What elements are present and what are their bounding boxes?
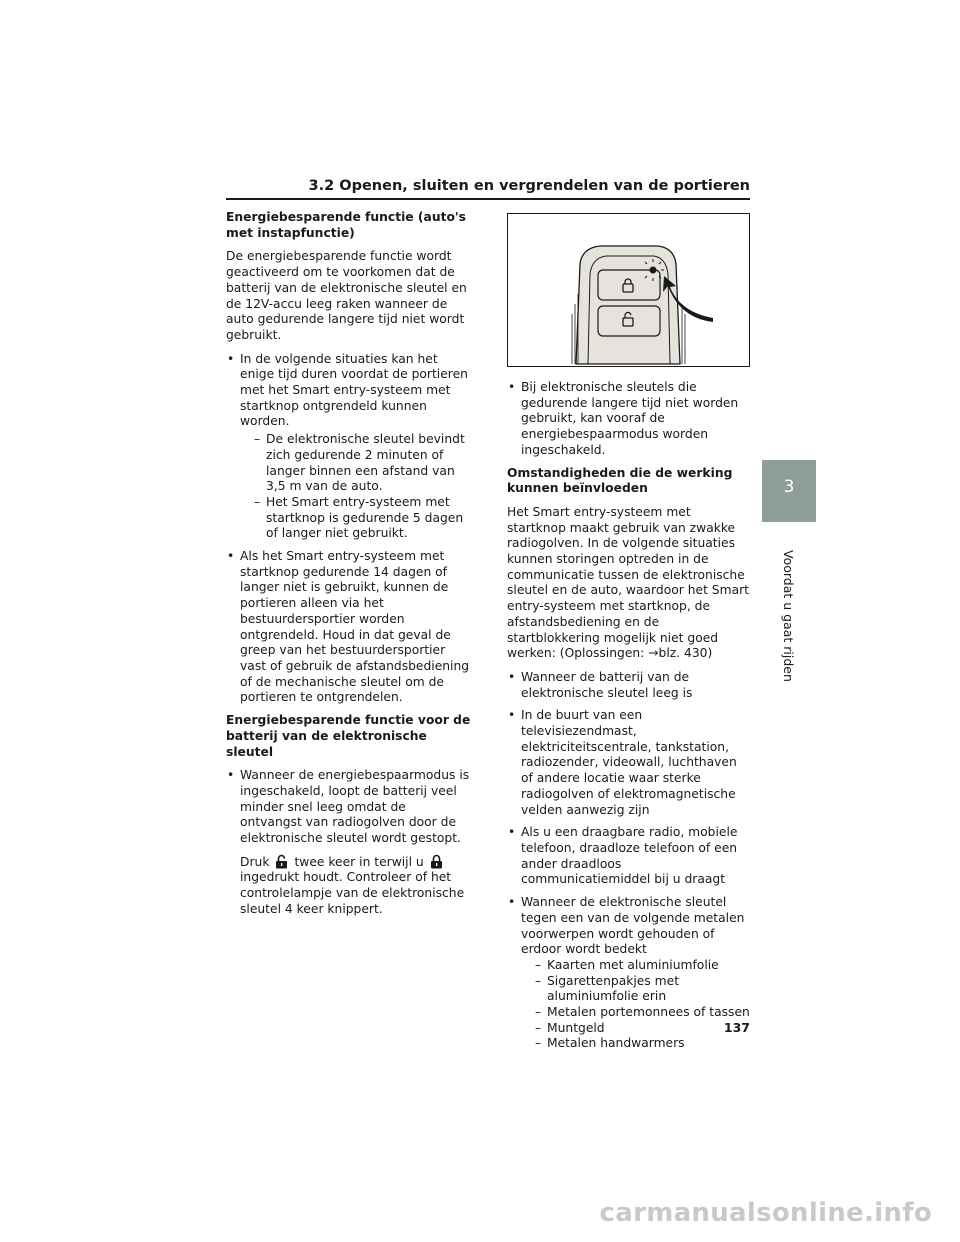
list-item-text: Wanneer de elektronische sleutel tegen een van de volgende metalen voorwerpen wordt gehouden of erdoor wordt bedekt bbox=[521, 895, 745, 957]
section-header: 3.2 Openen, sluiten en vergrendelen van de portieren bbox=[308, 178, 750, 194]
lock-icon bbox=[430, 854, 443, 869]
press-text-c: ingedrukt houdt. Controleer of het controlelampje van de elektronische sleutel 4 keer knippert. bbox=[240, 870, 465, 916]
list-item-text: In de volgende situaties kan het enige tijd duren voordat de portieren met het Smart entry-systeem met startknop ontgrendeld kunnen worden. bbox=[240, 351, 468, 429]
sub-list bbox=[521, 958, 752, 1052]
sub-list-item: – Metalen handwarmers bbox=[521, 1036, 752, 1052]
header-rule bbox=[226, 198, 750, 200]
press-text-b: twee keer in terwijl u bbox=[294, 854, 424, 869]
sub-list bbox=[240, 432, 471, 542]
key-fob-illustration bbox=[507, 213, 750, 367]
list-item: • In de buurt van een televisiezendmast, elektriciteitscentrale, tankstation, radiozender, videowall, luchthaven of andere locatie waar sterke radiogolven of elektromagnetische velden aanwezig zijn bbox=[507, 708, 752, 818]
unlock-icon bbox=[275, 854, 288, 869]
sub-list-item: – Kaarten met aluminiumfolie bbox=[521, 958, 752, 974]
paragraph-conditions: Het Smart entry-systeem met startknop maakt gebruik van zwakke radiogolven. In de volgende situaties kunnen storingen optreden in de communicatie tussen de elektronische sleutel en de auto, waardoor het Smart entry-systeem met startknop, de afstandsbediening en de startblokkering mogelijk niet goed werken: (Oplossingen: →blz. 430) bbox=[507, 504, 750, 661]
heading-conditions: Omstandigheden die de werking kunnen beïnvloeden bbox=[507, 465, 733, 496]
sub-list-item: – Muntgeld bbox=[521, 1021, 752, 1037]
sub-list-item: – Sigarettenpakjes met aluminiumfolie erin bbox=[521, 974, 752, 1005]
watermark: carmanualsonline.info bbox=[599, 1198, 932, 1228]
sub-list-item: – Het Smart entry-systeem met startknop is gedurende 5 dagen of langer niet gebruikt. bbox=[240, 495, 471, 542]
sub-list-item: – Metalen portemonnees of tassen bbox=[521, 1005, 752, 1021]
paragraph-intro: De energiebesparende functie wordt geactiveerd om te voorkomen dat de batterij van de elektronische sleutel en de 12V-accu leeg raken wanneer de auto gedurende langere tijd niet wordt gebruikt. bbox=[226, 249, 467, 342]
press-text-a: Druk bbox=[240, 854, 270, 869]
list-item-text: Wanneer de energiebespaarmodus is ingeschakeld, loopt de batterij veel minder snel leeg omdat de ontvangst van radiogolven door de elektronische sleutel wordt gestopt. bbox=[240, 768, 470, 846]
chapter-title: Voordat u gaat rijden bbox=[781, 550, 796, 682]
list-item bbox=[226, 768, 471, 847]
list-item: • Wanneer de batterij van de elektronische sleutel leeg is bbox=[507, 670, 752, 701]
heading-energy-saving: Energiebesparende functie (auto's met instapfunctie) bbox=[226, 210, 467, 240]
chapter-number: 3 bbox=[783, 477, 795, 497]
heading-key-battery: Energiebesparende functie voor de batterij van de elektronische sleutel bbox=[226, 713, 471, 759]
press-instruction bbox=[240, 854, 471, 918]
right-column bbox=[507, 380, 752, 1059]
left-column bbox=[226, 210, 471, 918]
list-item bbox=[226, 352, 471, 542]
list-item: • Als het Smart entry-systeem met startknop gedurende 14 dagen of langer niet is gebruikt, kunnen de portieren alleen via het bestuurdersportier worden ontgrendeld. Houd in dat geval de greep van het bestuurdersportier vast of gebruik de afstandsbediening of de mechanische sleutel om de portieren te ontgrendelen. bbox=[226, 549, 471, 706]
list-item: • Als u een draagbare radio, mobiele telefoon, draadloze telefoon of een ander draadloos communicatiemiddel bij u draagt bbox=[507, 825, 752, 888]
sub-list-item: – De elektronische sleutel bevindt zich gedurende 2 minuten of langer binnen een afstand van 3,5 m van de auto. bbox=[240, 432, 471, 495]
page-number: 137 bbox=[723, 1020, 750, 1035]
list-item: • Bij elektronische sleutels die gedurende langere tijd niet worden gebruikt, kan vooraf de energiebespaarmodus worden ingeschakeld. bbox=[507, 380, 752, 459]
